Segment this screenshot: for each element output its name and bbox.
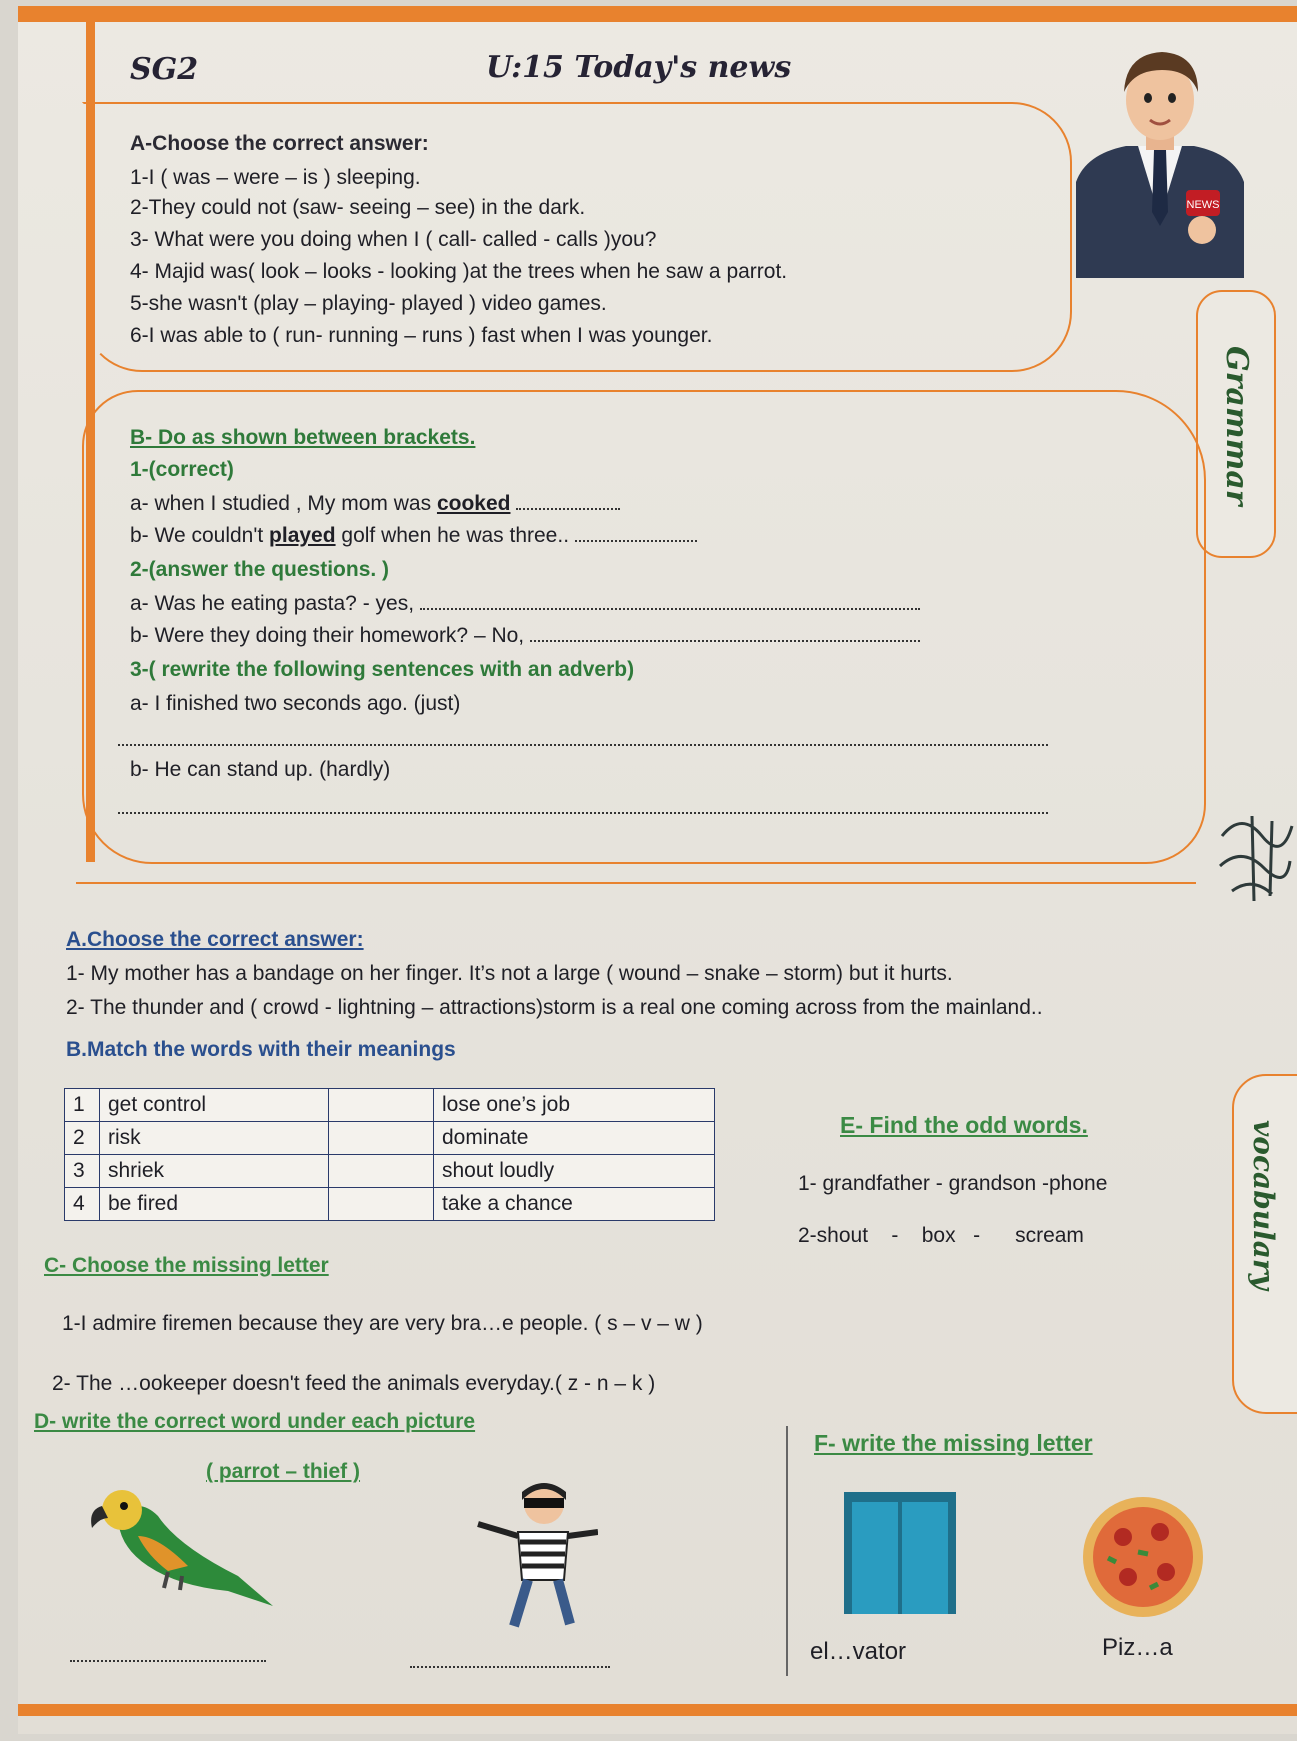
row-number: 2 — [65, 1122, 100, 1155]
top-stripe — [18, 6, 1297, 22]
word-cell: risk — [100, 1122, 329, 1155]
pizza-picture — [1078, 1492, 1208, 1622]
bottom-stripe — [18, 1704, 1297, 1716]
vocab-f-word: Piz…a — [1102, 1634, 1173, 1661]
b-q3-label: 3-( rewrite the following sentences with an adverb) — [130, 658, 635, 681]
answer-line[interactable] — [118, 796, 1048, 814]
answer-cell[interactable] — [329, 1122, 434, 1155]
grammar-label: Grammar — [1219, 346, 1254, 506]
table-row — [65, 1155, 715, 1188]
vocab-a-item: 2- The thunder and ( crowd - lightning – attractions)storm is a real one coming across from the mainland.. — [66, 996, 1043, 1019]
section-a-item: 2-They could not (saw- seeing – see) in the dark. — [130, 196, 586, 219]
answer-line[interactable] — [410, 1650, 610, 1668]
table-row — [65, 1188, 715, 1221]
section-a-title: A-Choose the correct answer: — [130, 132, 429, 155]
b-q2a-text: a- Was he eating pasta? - yes, — [130, 592, 415, 615]
b-q1b-word: played — [269, 524, 336, 547]
answer-cell[interactable] — [329, 1188, 434, 1221]
class-label: SG2 — [130, 52, 199, 87]
row-number: 3 — [65, 1155, 100, 1188]
vocab-a-item: 1- My mother has a bandage on her finger. It’s not a large ( wound – snake – storm) but it hurts. — [66, 962, 953, 985]
vocab-d-title: D- write the correct word under each picture — [34, 1410, 476, 1433]
b-q2a — [130, 592, 920, 616]
vocab-f-title: F- write the missing letter — [814, 1430, 1093, 1456]
column-divider — [786, 1426, 788, 1676]
table-row — [65, 1122, 715, 1155]
section-b-title-wrap — [130, 426, 475, 450]
b-q3a: a- I finished two seconds ago. (just) — [130, 692, 461, 715]
thief-picture — [458, 1476, 598, 1636]
row-number: 1 — [65, 1089, 100, 1122]
vocab-f-word: el…vator — [810, 1638, 907, 1665]
section-a-item: 1-I ( was – were – is ) sleeping. — [130, 166, 421, 189]
b-q2-label: 2-(answer the questions. ) — [130, 558, 390, 581]
elevator-picture — [844, 1492, 956, 1614]
matching-table — [64, 1088, 715, 1221]
section-a-item: 3- What were you doing when I ( call- called - calls )you? — [130, 228, 657, 251]
answer-blank[interactable] — [420, 592, 920, 610]
vocab-a-title: A.Choose the correct answer: — [66, 928, 364, 951]
section-a-item: 4- Majid was( look – looks - looking )at the trees when he saw a parrot. — [130, 260, 788, 283]
unit-title: U:15 Today's news — [486, 50, 792, 85]
section-divider — [76, 882, 1196, 884]
b-q1b-text: b- We couldn't — [130, 524, 270, 547]
b-q1a — [130, 492, 620, 516]
vocab-c-item: 1-I admire firemen because they are very bra…e people. ( s – v – w ) — [62, 1312, 703, 1335]
worksheet — [18, 6, 1297, 1734]
vocabulary-label: vocabulary — [1247, 1120, 1280, 1290]
vocab-c-title: C- Choose the missing letter — [44, 1254, 329, 1277]
answer-blank[interactable] — [575, 524, 697, 542]
section-b-title: B- Do as shown between brackets. — [130, 426, 476, 449]
b-q2b-text: b- Were they doing their homework? – No, — [130, 624, 525, 647]
answer-cell[interactable] — [329, 1089, 434, 1122]
vocab-e-item: 2-shout - box - scream — [798, 1224, 1084, 1247]
b-q1b-rest: golf when he was three.. — [335, 524, 570, 547]
word-cell: shriek — [100, 1155, 329, 1188]
vocab-d-choices: ( parrot – thief ) — [206, 1460, 361, 1483]
b-q2b — [130, 624, 920, 648]
b-q3b: b- He can stand up. (hardly) — [130, 758, 391, 781]
section-a-item: 6-I was able to ( run- running – runs ) fast when I was younger. — [130, 324, 713, 347]
meaning-cell: dominate — [434, 1122, 715, 1155]
b-q1b — [130, 524, 697, 548]
news-anchor-illustration — [1076, 42, 1244, 278]
section-a-item: 5-she wasn't (play – playing- played ) video games. — [130, 292, 607, 315]
b-q1a-word: cooked — [436, 492, 511, 515]
meaning-cell: shout loudly — [434, 1155, 715, 1188]
calligraphy-icon — [1212, 806, 1294, 906]
row-number: 4 — [65, 1188, 100, 1221]
word-cell: be fired — [100, 1188, 329, 1221]
vocab-e-item: 1- grandfather - grandson -phone — [798, 1172, 1108, 1195]
vocab-b-title: B.Match the words with their meanings — [66, 1038, 456, 1061]
answer-line[interactable] — [118, 728, 1048, 746]
table-row — [65, 1089, 715, 1122]
answer-cell[interactable] — [329, 1155, 434, 1188]
parrot-picture — [78, 1476, 278, 1616]
meaning-cell: take a chance — [434, 1188, 715, 1221]
vocab-c-item: 2- The …ookeeper doesn't feed the animals everyday.( z - n – k ) — [52, 1372, 656, 1395]
answer-blank[interactable] — [516, 492, 620, 510]
word-cell: get control — [100, 1089, 329, 1122]
news-badge: NEWS — [1186, 199, 1220, 211]
b-q1-label: 1-(correct) — [130, 458, 234, 481]
vocab-e-title: E- Find the odd words. — [840, 1112, 1088, 1138]
meaning-cell: lose one’s job — [434, 1089, 715, 1122]
b-q1a-text: a- when I studied , My mom was — [130, 492, 437, 515]
answer-blank[interactable] — [530, 624, 920, 642]
answer-line[interactable] — [70, 1644, 266, 1662]
